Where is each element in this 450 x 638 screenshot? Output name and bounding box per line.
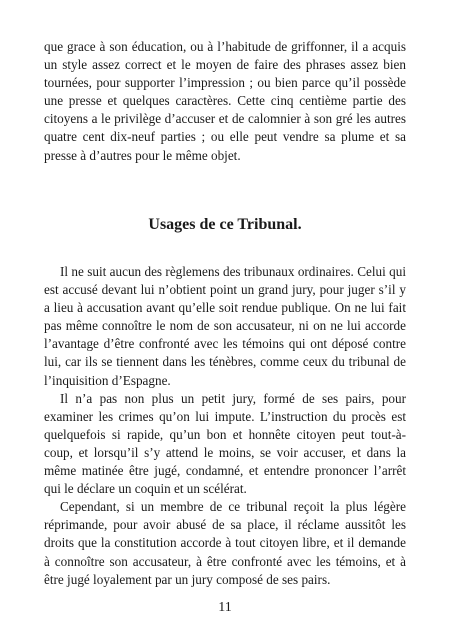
section-title: Usages de ce Tribunal.	[148, 216, 302, 233]
section-heading-block	[44, 215, 406, 235]
section-body	[44, 263, 406, 589]
page-number: 11	[218, 600, 232, 615]
opening-paragraph: que grace à son éducation, ou à l’habitude de griffonner, il a acquis un style assez correct et le moyen de faire des phrases assez bien tournées, pour supporter l’impression ; ou bien parce qu’il possède une presse et quelques caractères. Cette cinq centième partie des citoyens a le privilège d’accuser et de calomnier à son gré les autres quatre cent dix-neuf parties ; ou elle peut vendre sa plume et sa presse à d’autres pour le même objet.	[44, 39, 406, 163]
opening-text-block	[44, 38, 406, 165]
body-paragraph: Il ne suit aucun des règlemens des tribunaux ordinaires. Celui qui est accusé devant lui n’obtient point un grand jury, pour juger s’il y a lieu à accusation avant qu’elle soit rendue publique. On ne lui fait pas même connoître le nom de son accusateur, ni on ne lui accorde l’avantage d’être confronté avec les témoins qui ont déposé contre lui, car ils se tiennent dans les ténèbres, comme ceux du tribunal de l’inquisition d’Espagne.	[44, 264, 406, 388]
body-paragraph: Cependant, si un membre de ce tribunal reçoit la plus légère réprimande, pour avoir abusé de sa place, il réclame aussitôt les droits que la constitution accorde à tout citoyen libre, et il demande à connoître son accusateur, à être confronté avec les témoins, et à être jugé loyalement par un jury composé de ses pairs.	[44, 499, 406, 587]
body-paragraph: Il n’a pas non plus un petit jury, formé de ses pairs, pour examiner les crimes qu’on lui impute. L’instruction du procès est quelquefois si rapide, qu’un bon et honnête citoyen peut tout-à-coup, et lorsqu’il s’y attend le moins, se voir accuser, et dans la même matinée être jugé, condamné, et entendre prononcer l’arrêt qui le déclare un coquin et un scélérat.	[44, 390, 406, 497]
